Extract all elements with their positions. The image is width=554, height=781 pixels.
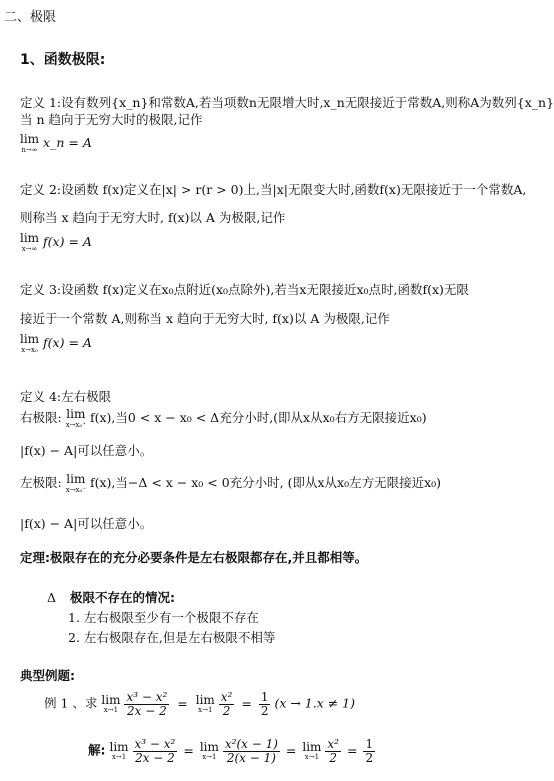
not-exist-item-2: 2. 左右极限存在,但是左右极限不相等 <box>68 630 276 645</box>
def2-line1: 定义 2:设函数 f(x)定义在|x| > r(r > 0)上,当|x|无限变大时,函数f(x)无限接近于一个常数A, <box>20 182 527 197</box>
limit-operator: lim x→∞ <box>20 231 40 253</box>
def2-line2: 则称当 x 趋向于无穷大时, f(x)以 A 为极限,记作 <box>20 210 286 225</box>
limit-operator: lim x→1 <box>101 692 121 715</box>
limit-operator: lim x→x₀⁻ <box>65 472 86 494</box>
limit-operator: lim x→x₀ <box>20 332 40 354</box>
example-1-solution: 解: lim x→1 $\frac{\text{x³ − x²}}{2x - 2}$ = lim x→1 $\frac{\text{x²(x − 1)}}{2(x - 1)}$ = lim x→1 $\frac{\text{x²}}{2}$ = $\frac{1}{2}$ <box>88 737 374 765</box>
limit-operator: lim n→∞ <box>20 132 40 154</box>
def3-line1: 定义 3:设函数 f(x)定义在x₀点附近(x₀点除外),若当x无限接近x₀点时,函数f(x)无限 <box>20 282 469 297</box>
examples-heading: 典型例题: <box>20 668 75 683</box>
def1-line1: 定义 1:设有数列{x_n}和常数A,若当项数n无限增大时,x_n无限接近于常数A,则称A为数列{x_n} <box>20 95 554 110</box>
delta-marker: Δ <box>47 590 57 605</box>
def2-formula: lim x→∞ f(x) = A <box>20 231 92 253</box>
def4-left-limit: 左极限: lim x→x₀⁻ f(x),当−Δ < x − x₀ < 0充分小时, (即从x从x₀左方无限接近x₀) <box>20 472 442 494</box>
def4-left-condition: |f(x) − A|可以任意小。 <box>20 516 153 531</box>
def1-formula: lim n→∞ x_n = A <box>20 132 92 154</box>
theorem: 定理:极限存在的充分必要条件是左右极限都存在,并且都相等。 <box>20 550 368 565</box>
def3-line2: 接近于一个常数 A,则称当 x 趋向于无穷大时, f(x)以 A 为极限,记作 <box>20 311 390 326</box>
def3-formula: lim x→x₀ f(x) = A <box>20 332 92 354</box>
def4-title: 定义 4:左右极限 <box>20 389 112 404</box>
not-exist-item-1: 1. 左右极限至少有一个极限不存在 <box>68 610 259 625</box>
def4-right-condition: |f(x) − A|可以任意小。 <box>20 443 153 458</box>
def4-right-limit: 右极限: lim x→x₀⁺ f(x),当0 < x − x₀ < Δ充分小时,(即从x从x₀右方无限接近x₀) <box>20 407 427 429</box>
limit-operator: lim x→x₀⁺ <box>65 407 86 429</box>
example-1: 例 1 、求 lim x→1 $\frac{\text{x³ − x²}}{2x - 2}$ = lim x→1 $\frac{\text{x²}}{2}$ = $\frac{1}{2}$ (x → 1.x ≠ 1) <box>44 690 356 718</box>
sub-heading: 1、函数极限: <box>20 52 106 68</box>
section-heading: 二、极限 <box>4 10 57 25</box>
not-exist-heading: Δ 极限不存在的情况: <box>47 590 176 605</box>
def1-line2: 当 n 趋向于无穷大时的极限,记作 <box>20 112 203 127</box>
limit-operator: lim x→1 <box>109 739 129 762</box>
